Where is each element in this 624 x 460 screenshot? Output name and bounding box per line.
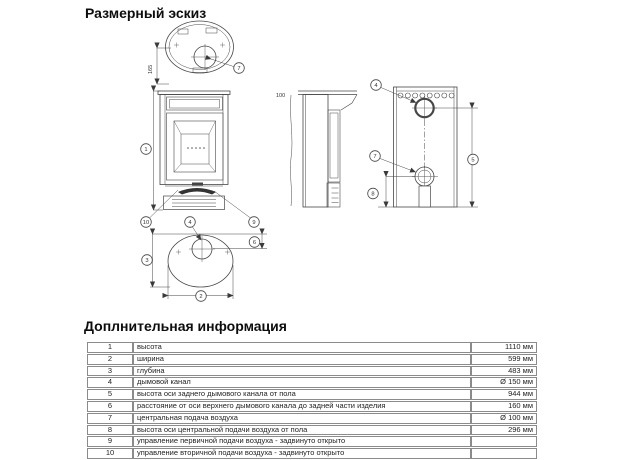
row-description: глубина: [133, 366, 471, 377]
row-value: 160 мм: [471, 401, 537, 412]
row-number: 4: [87, 377, 133, 388]
page-title-additional-info: Доплнительная информация: [84, 318, 287, 334]
row-number: 6: [87, 401, 133, 412]
callout-3-label: 3: [145, 258, 149, 265]
stove-bottom-view: [148, 21, 244, 84]
dimension-height: [154, 91, 164, 210]
additional-info-table: [87, 341, 537, 460]
dimension-depth: [150, 234, 170, 287]
row-description: высота: [133, 342, 471, 353]
row-description: ширина: [133, 354, 471, 365]
row-number: 7: [87, 413, 133, 424]
row-description: расстояние от оси верхнего дымового канала до задней части изделия: [133, 401, 471, 412]
table-row: [87, 342, 537, 353]
door-air-holes: [187, 147, 205, 149]
row-number: 9: [87, 436, 133, 447]
row-value: Ø 150 мм: [471, 377, 537, 388]
table-row: [87, 448, 537, 459]
stove-front-view: [141, 91, 260, 227]
row-value: [471, 448, 537, 459]
row-description: управление вторичной подачи воздуха - задвинуто открыто: [133, 448, 471, 459]
row-number: 2: [87, 354, 133, 365]
table-row: [87, 366, 537, 377]
row-number: 8: [87, 425, 133, 436]
row-value: 296 мм: [471, 425, 537, 436]
row-number: 3: [87, 366, 133, 377]
callout-9-label: 9: [252, 220, 256, 227]
rear-vent-holes: [398, 93, 454, 98]
callout-7-label: 7: [237, 66, 241, 73]
row-value: 1110 мм: [471, 342, 537, 353]
row-description: дымовой канал: [133, 377, 471, 388]
callout-10-label: 10: [142, 220, 150, 227]
callout-rear-4-label: 4: [374, 83, 378, 90]
row-description: высота оси заднего дымового канала от пола: [133, 389, 471, 400]
stove-rear-view: [368, 80, 479, 207]
air-inlet-pipe: [419, 186, 431, 207]
row-value: 944 мм: [471, 389, 537, 400]
stove-side-view: [276, 91, 357, 207]
dim-165-label: 165: [148, 64, 154, 74]
page-title-dimensional-sketch: Размерный эскиз: [85, 5, 207, 21]
callout-1-label: 1: [144, 147, 148, 154]
callout-rear-7-label: 7: [373, 154, 377, 161]
callout-2-label: 2: [199, 294, 203, 301]
row-number: 10: [87, 448, 133, 459]
stove-top-view: [142, 217, 267, 302]
row-value: Ø 100 мм: [471, 413, 537, 424]
table-row: [87, 425, 537, 436]
dimension-165: [157, 48, 171, 84]
callout-5-label: 5: [471, 157, 475, 164]
row-description: высота оси центральной подачи воздуха от пола: [133, 425, 471, 436]
callout-6-label: 6: [252, 240, 257, 247]
table-row: [87, 413, 537, 424]
row-number: 1: [87, 342, 133, 353]
callout-4-label: 4: [188, 220, 192, 227]
table-row: [87, 354, 537, 365]
table-row: [87, 401, 537, 412]
callout-8-label: 8: [371, 191, 375, 198]
dim-100-label: 100: [276, 93, 286, 99]
table-row: [87, 389, 537, 400]
table-row: [87, 436, 537, 447]
row-description: управление первичной подачи воздуха - задвинуто открыто: [133, 436, 471, 447]
row-value: 483 мм: [471, 366, 537, 377]
air-control-lever: [178, 188, 216, 195]
row-number: 5: [87, 389, 133, 400]
table-row: [87, 377, 537, 388]
row-value: [471, 436, 537, 447]
row-description: центральная подача воздуха: [133, 413, 471, 424]
row-value: 599 мм: [471, 354, 537, 365]
